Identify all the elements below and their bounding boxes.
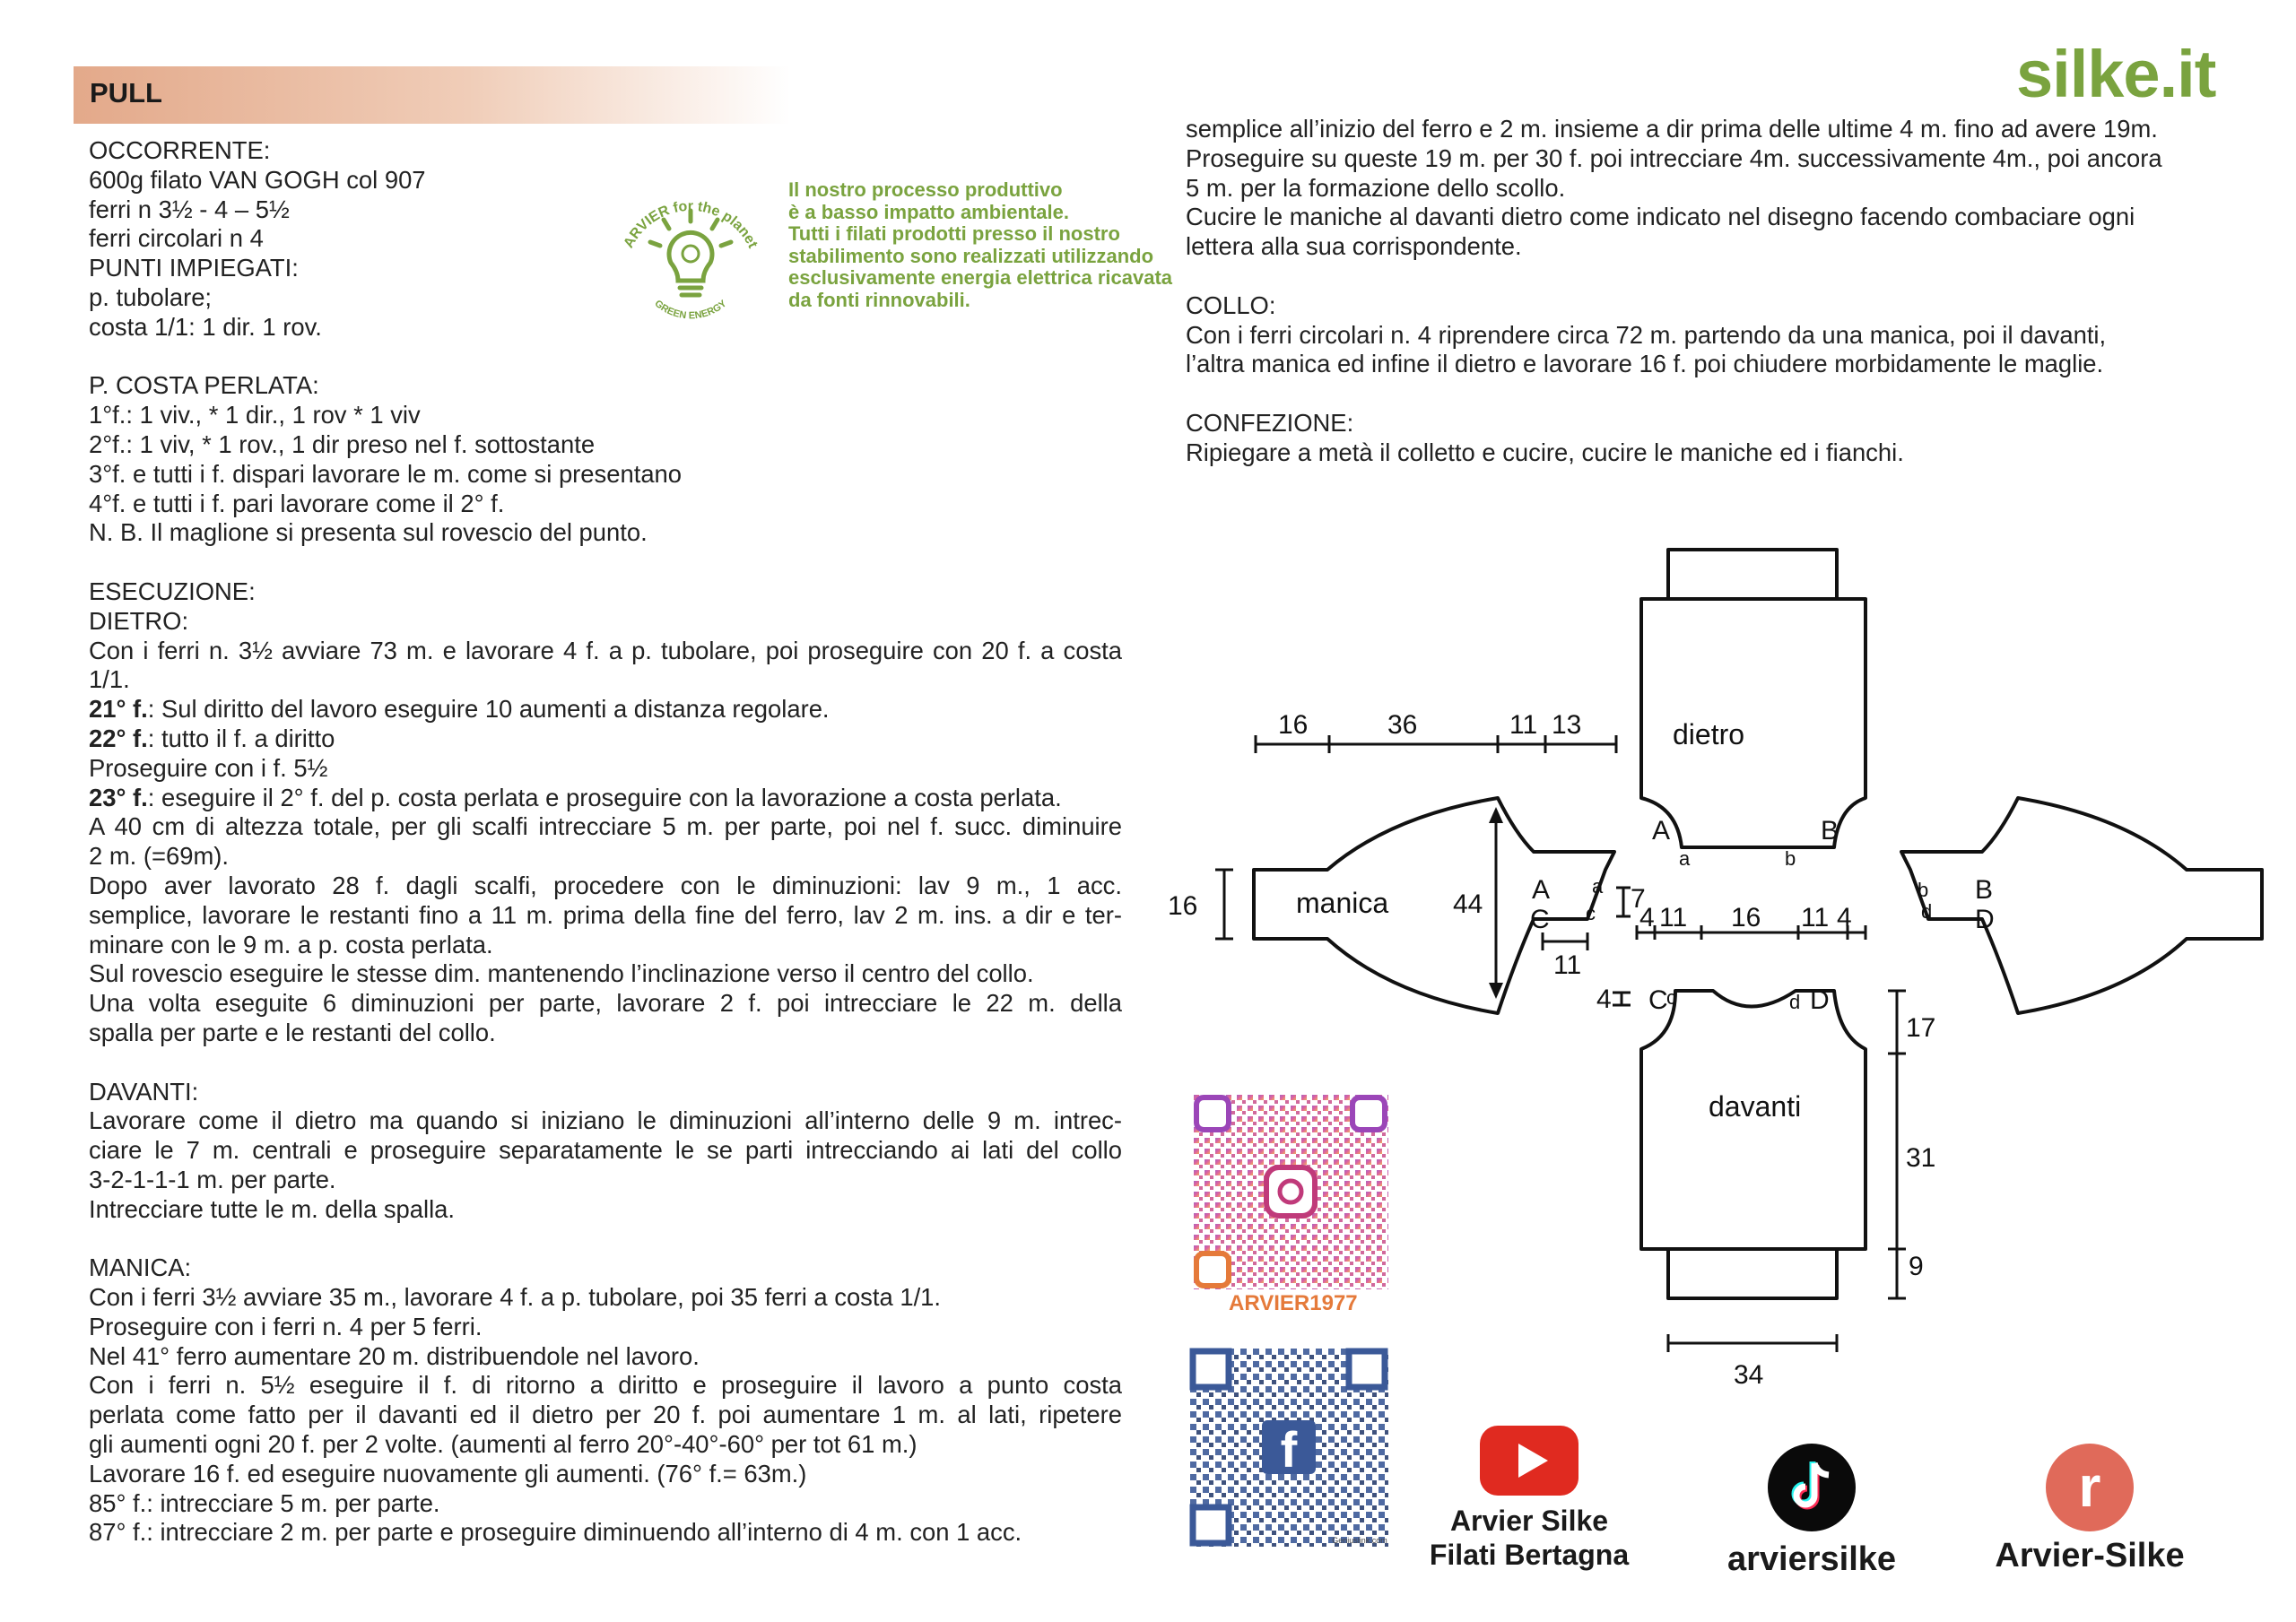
text-line: Una volta eseguite 6 diminuzioni per parte, lavorare 2 f. poi intrecciare le 22 m. della (89, 989, 1122, 1018)
text-line: 2°f.: 1 viv, * 1 rov., 1 dir preso nel f. sottostante (89, 429, 596, 458)
dim-44: 44 (1453, 889, 1483, 919)
dim-9: 9 (1909, 1252, 1924, 1281)
letter-C-sleeve: C (1530, 905, 1550, 934)
text-line: 1°f.: 1 viv., * 1 dir., 1 rov * 1 viv (89, 401, 421, 429)
instagram-qr-icon (1193, 1094, 1388, 1289)
dim-11-cap: 11 (1553, 950, 1582, 980)
dim-34: 34 (1734, 1360, 1764, 1390)
dim-11-top: 11 (1509, 710, 1538, 740)
youtube-link[interactable] (1413, 1426, 1646, 1578)
right-sleeve (1901, 798, 2262, 1013)
text-line: semplice all’inizio del ferro e 2 m. insieme a dir prima delle ultime 4 m. fino ad avere 19m. (1186, 115, 2158, 143)
letter-c-sleeve: c (1586, 902, 1596, 924)
eco-bottom-text: GREEN ENERGY (652, 298, 729, 322)
text-line: 3-2-1-1-1 m. per parte. (89, 1165, 336, 1193)
dim-16-left: 16 (1168, 891, 1198, 921)
eco-line: da fonti rinnovabili. (788, 288, 970, 311)
title-bar (74, 66, 791, 124)
ravelry-link[interactable] (1973, 1444, 2206, 1587)
dim-4-left: 4 (1639, 903, 1655, 932)
text-line: spalla per parte e le restanti del collo. (89, 1018, 496, 1046)
text-line: 4°f. e tutti i f. pari lavorare come il 2° f. (89, 489, 505, 517)
eco-line: Il nostro processo produttivo (788, 178, 1063, 201)
text-line: semplice, lavorare le restanti fino a 11 m. prima della fine del ferro, lav 2 m. ins. a dir e ter- (89, 900, 1122, 929)
text-line: Con i ferri 3½ avviare 35 m., lavorare 4 f. a p. tubolare, poi 35 ferri a costa 1/1. (89, 1283, 942, 1312)
text-line: 85° f.: intrecciare 5 m. per parte. (89, 1488, 440, 1517)
letter-C: C (1648, 985, 1668, 1015)
dim-11-left: 11 (1659, 903, 1688, 932)
davanti-label: davanti (1709, 1090, 1802, 1123)
dim-31: 31 (1906, 1143, 1936, 1173)
page-title: PULL (90, 77, 162, 108)
letter-b-sleeve: b (1918, 879, 1929, 901)
row-label: 21° f. (89, 695, 148, 724)
tiktok-link[interactable] (1704, 1444, 1919, 1587)
letter-A: A (1652, 816, 1671, 846)
text-line: Proseguire con i f. 5½ (89, 753, 328, 782)
text-line: 87° f.: intrecciare 2 m. per parte e proseguire diminuendo all’interno di 4 m. con 1 acc. (89, 1518, 1022, 1547)
text-line: costa 1/1: 1 dir. 1 rov. (89, 312, 322, 341)
text-line: gli aumenti ogni 20 f. per 2 volte. (aumenti al ferro 20°-40°-60° per tot 61 m.) (89, 1430, 918, 1459)
row-22 (89, 724, 1122, 754)
dim-16-mid: 16 (1731, 903, 1761, 932)
text-line: Intrecciare tutte le m. della spalla. (89, 1194, 456, 1223)
esecuzione-heading: ESECUZIONE: (89, 577, 256, 605)
dim-13: 13 (1552, 710, 1582, 740)
row-23 (89, 784, 1122, 813)
letter-A-sleeve: A (1532, 875, 1551, 905)
instructions-left-column (89, 136, 1122, 1548)
text-line: p. tubolare; (89, 282, 213, 311)
front-waistband (1668, 1249, 1837, 1298)
text-line: Con i ferri circolari n. 4 riprendere circa 72 m. partendo da una manica, poi il davanti, (1186, 320, 2107, 349)
dim-4-right: 4 (1837, 903, 1852, 932)
text-line: Nel 41° ferro aumentare 20 m. distribuendole nel lavoro. (89, 1341, 700, 1370)
manica-label: manica (1296, 887, 1389, 919)
ravelry-letter: r (2078, 1454, 2101, 1519)
row-label: 23° f. (89, 783, 148, 811)
dim-4-neck: 4 (1596, 984, 1612, 1014)
dim-11-right: 11 (1801, 903, 1830, 932)
eco-ring-text: ARVIER for the planet (621, 198, 761, 251)
row-text: : eseguire il 2° f. del p. costa perlata e proseguire con la lavorazione a costa perlata. (147, 783, 1062, 811)
row-21 (89, 695, 1122, 724)
letter-c: c (1666, 986, 1676, 1009)
occorrente-heading: OCCORRENTE: (89, 136, 271, 164)
letter-d: d (1789, 991, 1801, 1013)
letter-d-sleeve: d (1921, 900, 1933, 923)
text-line: Sul rovescio eseguire le stesse dim. mantenendo l’inclinazione verso il centro del collo. (89, 959, 1034, 988)
text-line: N. B. Il maglione si presenta sul rovescio del punto. (89, 518, 648, 547)
letter-b: b (1785, 847, 1796, 870)
ravelry-icon (2046, 1444, 2134, 1531)
back-collar (1668, 550, 1837, 599)
collo-heading: COLLO: (1186, 291, 1276, 319)
dim-17: 17 (1906, 1013, 1936, 1043)
text-line: l’altra manica ed infine il dietro e lavorare 16 f. poi chiudere morbidamente le maglie. (1186, 350, 2104, 378)
text-line: Ripiegare a metà il colletto e cucire, cucire le maniche ed i fianchi. (1186, 438, 1904, 466)
text-line: Con i ferri n. 5½ eseguire il f. di ritorno a diritto e proseguire il lavoro a punto costa (89, 1371, 1122, 1400)
text-line: ciare le 7 m. centrali e proseguire separatamente le se parti intrecciando ai lati del collo (89, 1136, 1122, 1165)
dim-7: 7 (1631, 884, 1646, 914)
instagram-handle: ARVIER1977 (1229, 1291, 1358, 1315)
eco-line: stabilimento sono realizzati utilizzando (788, 244, 1154, 267)
text-line: ferri circolari n 4 (89, 224, 264, 253)
text-line: Lavorare come il dietro ma quando si iniziano le diminuzioni all’interno delle 9 m. intrec- (89, 1106, 1122, 1135)
text-line: Lavorare 16 f. ed eseguire nuovamente gli aumenti. (76° f.= 63m.) (89, 1459, 807, 1488)
text-line: perlata come fatto per il davanti ed il dietro per 20 f. poi aumentare 1 m. al lati, ripetere (89, 1401, 1122, 1429)
youtube-icon (1480, 1426, 1578, 1496)
svg-text:f: f (1280, 1421, 1298, 1478)
letter-D-sleeve: D (1975, 905, 1995, 934)
letter-B: B (1821, 816, 1839, 846)
text-line: minare con le 9 m. a p. costa perlata. (89, 930, 493, 958)
manica-heading: MANICA: (89, 1253, 192, 1282)
letter-B-sleeve: B (1975, 875, 1994, 905)
text-line: 3°f. e tutti i f. dispari lavorare le m. come si presentano (89, 459, 683, 488)
punti-heading: PUNTI IMPIEGATI: (89, 254, 299, 282)
dietro-label: dietro (1673, 718, 1745, 750)
facebook-qr-icon (1189, 1348, 1388, 1547)
text-line: Cucire le maniche al davanti dietro come indicato nel disegno facendo combaciare ogni (1186, 203, 2135, 231)
tiktok-icon (1768, 1444, 1856, 1531)
text-line: 1/1. (89, 665, 130, 694)
text-line: Con i ferri n. 3½ avviare 73 m. e lavorare 4 f. a p. tubolare, poi proseguire con 20 f. a costa (89, 636, 1122, 664)
youtube-subname: Filati Bertagna (1429, 1539, 1630, 1571)
confezione-heading: CONFEZIONE: (1186, 408, 1354, 437)
youtube-name: Arvier Silke (1449, 1505, 1609, 1537)
davanti-heading: DAVANTI: (89, 1077, 199, 1106)
text-line: Proseguire su queste 19 m. per 30 f. poi intrecciare 4m. successivamente 4m., poi ancora (1186, 143, 2162, 172)
facebook-qr[interactable] (1189, 1348, 1388, 1547)
text-line: 600g filato VAN GOGH col 907 (89, 165, 426, 194)
dietro-heading: DIETRO: (89, 606, 189, 635)
text-line: 5 m. per la formazione dello scollo. (1186, 173, 1566, 202)
eco-line: Tutti i filati prodotti presso il nostro (788, 222, 1120, 245)
row-text: : Sul diritto del lavoro eseguire 10 aumenti a distanza regolare. (147, 695, 830, 724)
text-line: ferri n 3½ - 4 – 5½ (89, 195, 290, 223)
text-line: lettera alla sua corrispondente. (1186, 232, 1522, 261)
instagram-qr[interactable] (1193, 1094, 1388, 1289)
letter-a: a (1679, 847, 1691, 870)
perlata-heading: P. COSTA PERLATA: (89, 371, 319, 400)
letter-D: D (1810, 985, 1830, 1015)
text-line: 2 m. (=69m). (89, 842, 230, 871)
eco-line: esclusivamente energia elettrica ricavata (788, 266, 1173, 289)
text-line: Dopo aver lavorato 28 f. dagli scalfi, procedere con le diminuzioni: lav 9 m., 1 acc. (89, 871, 1122, 899)
eco-line: è a basso impatto ambientale. (788, 200, 1069, 223)
row-text: : tutto il f. a diritto (147, 724, 335, 752)
facebook-qr-caption: Geniuslink.com (1332, 1536, 1387, 1545)
ravelry-handle: Arvier-Silke (1995, 1537, 2185, 1574)
text-line: Proseguire con i ferri n. 4 per 5 ferri. (89, 1312, 483, 1340)
brand-logo: silke.it (2016, 37, 2216, 111)
dim-16-top: 16 (1278, 710, 1309, 740)
dim-36: 36 (1387, 710, 1418, 740)
instructions-right-column (1186, 115, 2244, 468)
letter-a-sleeve: a (1592, 875, 1604, 898)
tiktok-handle: arviersilke (1726, 1540, 1897, 1578)
text-line: A 40 cm di altezza totale, per gli scalfi intrecciare 5 m. per parte, poi nel f. succ. diminuire (89, 812, 1122, 841)
row-label: 22° f. (89, 724, 148, 752)
